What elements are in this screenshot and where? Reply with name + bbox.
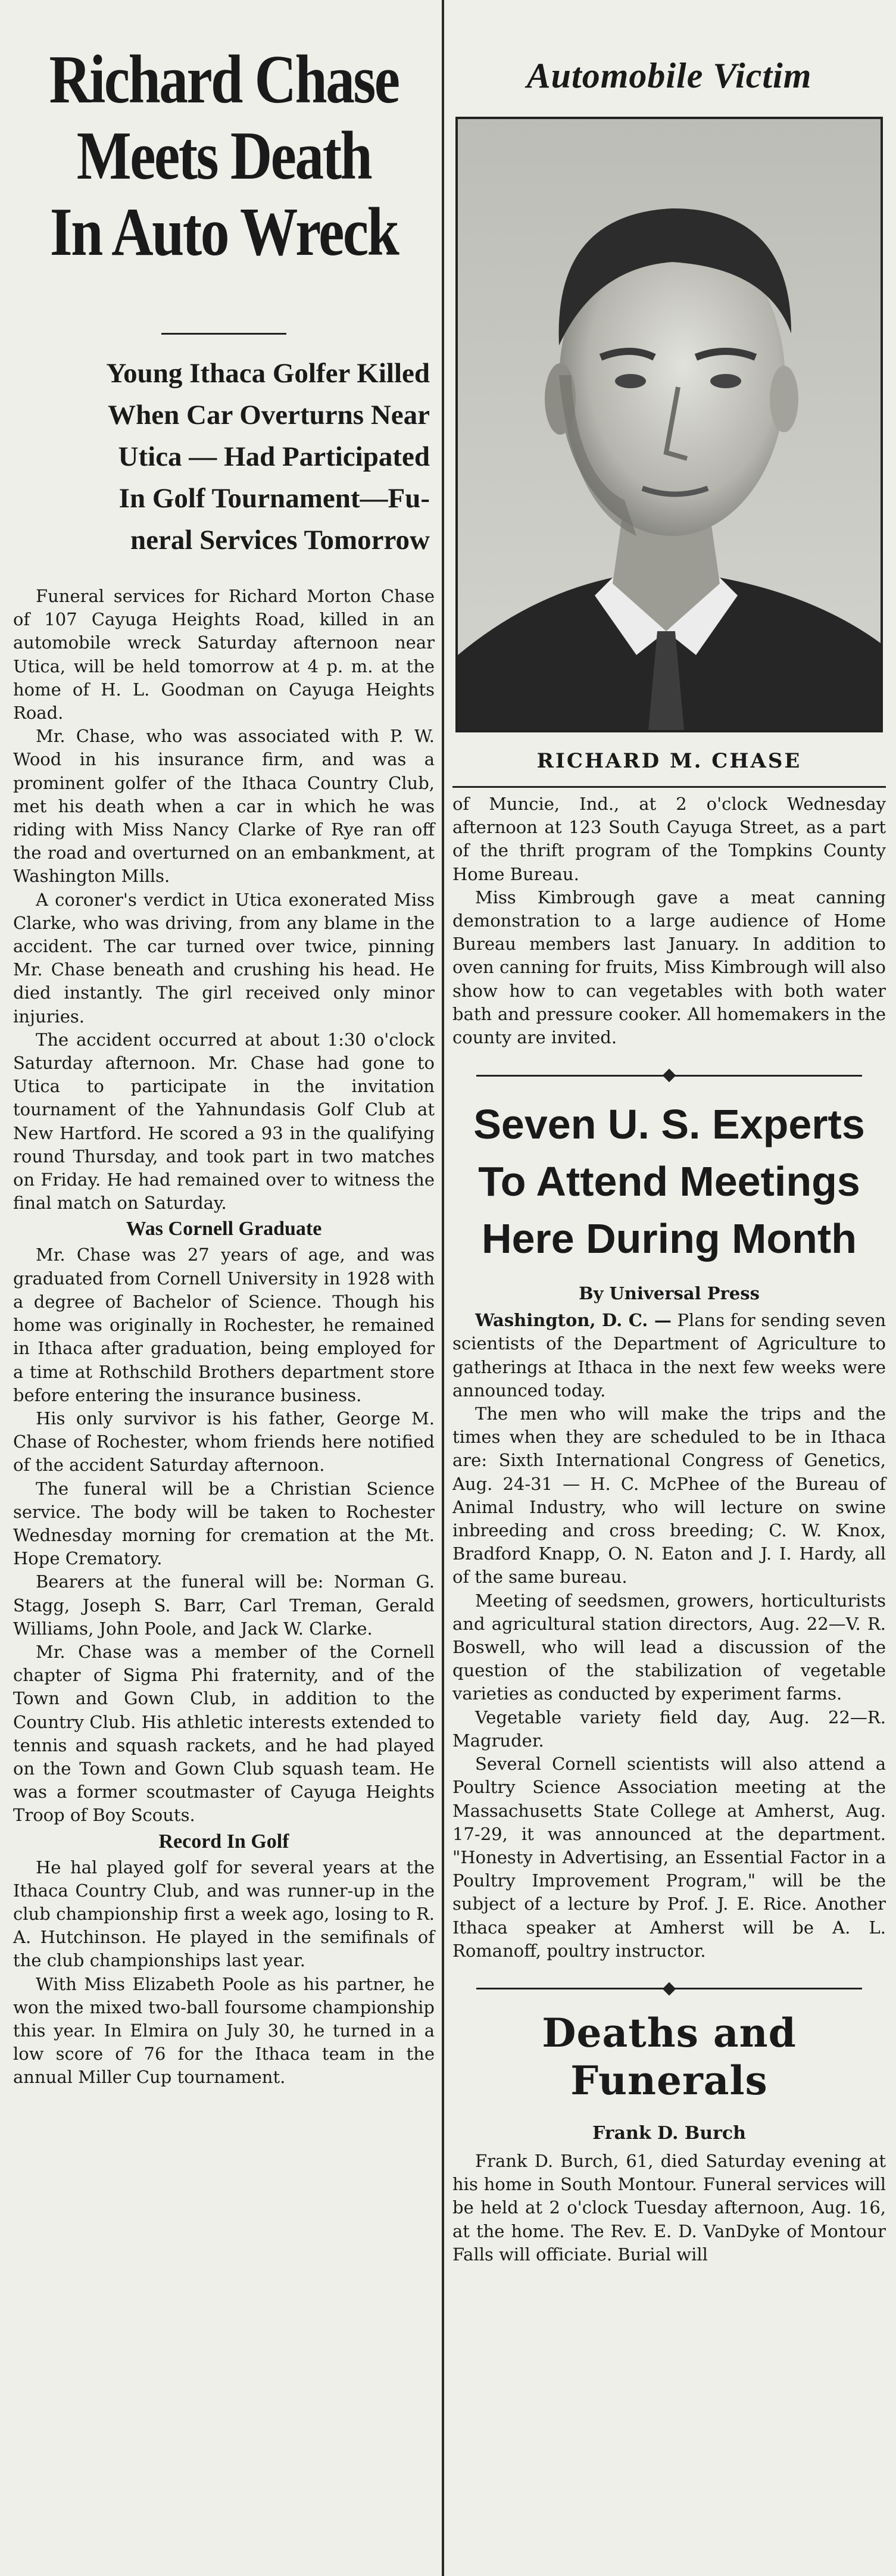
- headline-line: In Auto Wreck: [49, 194, 398, 270]
- paragraph: Mr. Chase, who was associated with P. W. Wood in his insurance firm, and was a prominent golfer of the Ithaca Country Club, met his death when a car in which he was riding with Miss Nancy Clarke of Rye ran off the road and overturned on an embankment, at Washington Mills.: [13, 726, 435, 887]
- paragraph: Bearers at the funeral will be: Norman G. Stagg, Joseph S. Barr, Carl Treman, Gerald Williams, John Poole, and Jack W. Clarke.: [13, 1571, 435, 1639]
- right-column: [452, 0, 886, 2266]
- portrait-illustration: [458, 119, 881, 730]
- subhead-cornell: Was Cornell Graduate: [126, 1218, 322, 1240]
- deck-line: When Car Overturns Near: [108, 400, 430, 431]
- paragraph: The men who will make the trips and the times when they are scheduled to be in Ithaca are: Sixth International Congress of Genetics, Aug. 24-31 — H. C. McPhee of the Bureau of Animal Industry, who will lecture on swine inbreeding and cross breeding; C. W. Knox, Bradford Knapp, O. N. Eaton and J. I. Hardy, all of the same bureau.: [452, 1404, 886, 1588]
- paragraph: Mr. Chase was 27 years of age, and was graduated from Cornell University in 1928 with a degree of Bachelor of Science. Though his home was originally in Rochester, he remained in Ithaca after graduation, being employed for a time at Rothschild Brothers department store before entering the insurance business.: [13, 1245, 435, 1405]
- left-column: [13, 0, 435, 2090]
- paragraph: With Miss Elizabeth Poole as his partner, he won the mixed two-ball foursome championship this year. In Elmira on July 30, he turned in a low score of 76 for the Ithaca team in the annual Miller Cup tournament.: [13, 1973, 435, 2088]
- headline-line: Here During Month: [482, 1215, 857, 1262]
- paragraph: His only survivor is his father, George M. Chase of Rochester, whom friends here notified of the accident Saturday afternoon.: [13, 1408, 435, 1476]
- photo-caption: RICHARD M. CHASE: [536, 749, 802, 773]
- headline-line: Seven U. S. Experts: [473, 1101, 865, 1148]
- subhead-golf: Record In Golf: [158, 1830, 289, 1853]
- main-headline: [47, 42, 401, 270]
- paragraph: A coroner's verdict in Utica exonerated Miss Clarke, who was driving, from any blame in the accident. The car turned over twice, pinning Mr. Chase beneath and crushing his head. He died instantly. The girl received only minor injuries.: [13, 889, 435, 1027]
- experts-article-body: [452, 1309, 886, 1963]
- obituary-body: [452, 2150, 886, 2266]
- deck-line: Young Ithaca Golfer Killed: [106, 358, 430, 389]
- paragraph-text: Plans for sending seven scientists of the Department of Agriculture to gatherings at Ithaca in the next few weeks were announced today.: [452, 1310, 886, 1401]
- deck-line: In Golf Tournament—Fu-: [118, 483, 430, 514]
- paragraph: Frank D. Burch, 61, died Saturday evening at his home in South Montour. Funeral services will be held at 2 o'clock Tuesday afternoon, Aug. 16, at the home. The Rev. E. D. VanDyke of Montour Falls will officiate. Burial will: [452, 2150, 886, 2265]
- column-rule: [442, 0, 444, 2576]
- paragraph: Meeting of seedsmen, growers, horticulturists and agricultural station directors, Aug. 22—V. R. Boswell, who will lead a discussion of the question of the stabilization of vegetable varieties as conducted by experiment farms.: [452, 1590, 886, 1704]
- paragraph: Funeral services for Richard Morton Chase of 107 Cayuga Heights Road, killed in an automobile wreck Saturday afternoon near Utica, will be held tomorrow at 4 p. m. at the home of H. L. Goodman on Cayuga Heights Road.: [13, 586, 435, 723]
- deck-line: neral Services Tomorrow: [130, 525, 430, 556]
- article-body: [13, 585, 435, 2090]
- paragraph: The accident occurred at about 1:30 o'clock Saturday afternoon. Mr. Chase had gone to Utica to participate in the invitation tournament of the Yahnundasis Golf Club at New Hartford. He scored a 93 in the qualifying round Thursday, and took part in two matches on Friday. He had remained over to witness the final match on Saturday.: [13, 1029, 435, 1214]
- paragraph: He hal played golf for several years at the Ithaca Country Club, and was runner-up in the club championship first a week ago, losing to R. A. Hutchinson. He played in the semifinals of the club championships last year.: [13, 1857, 435, 1971]
- paragraph: The funeral will be a Christian Science service. The body will be taken to Rochester Wednesday morning for cremation at the Mt. Hope Crematory.: [13, 1478, 435, 1569]
- paragraph: Vegetable variety field day, Aug. 22—R. Magruder.: [452, 1707, 886, 1751]
- headline-line: Meets Death: [76, 118, 371, 194]
- paragraph: of Muncie, Ind., at 2 o'clock Wednesday afternoon at 123 South Cayuga Street, as a part of the thrift program of the Tompkins County Home Bureau.: [452, 794, 886, 884]
- sub-headline-deck: [13, 353, 435, 561]
- paragraph: [452, 1309, 886, 1402]
- dateline: Washington, D. C. —: [475, 1310, 672, 1331]
- headline-line: To Attend Meetings: [478, 1158, 860, 1205]
- headline-rule: [161, 333, 286, 335]
- experts-headline: [452, 1096, 886, 1267]
- diamond-ornament: [663, 1069, 676, 1083]
- byline: By Universal Press: [579, 1283, 760, 1304]
- paragraph: Several Cornell scientists will also attend a Poultry Science Association meeting at the Massachusetts State College at Amherst, Aug. 17-29, it was announced at the department. "Honesty in Advertising, an Essential Factor in a Poultry Improvement Program," will be the subject of a lecture by Prof. J. E. Rice. Another Ithaca speaker at Amherst will be A. L. Romanoff, poultry instructor.: [452, 1754, 886, 1961]
- obituary-name: Frank D. Burch: [592, 2122, 746, 2144]
- paragraph: Miss Kimbrough gave a meat canning demonstration to a large audience of Home Bureau members last January. In addition to oven canning for fruits, Miss Kimbrough will also show how to can vegetables with both water bath and pressure cooker. All homemakers in the county are invited.: [452, 887, 886, 1048]
- deaths-section-title: Deaths and Funerals: [542, 2009, 797, 2104]
- diamond-ornament: [663, 1982, 676, 1996]
- section-divider: [476, 1071, 862, 1080]
- headline-line: Richard Chase: [49, 42, 399, 118]
- section-divider: [476, 1984, 862, 1994]
- caption-rule: [452, 786, 886, 788]
- photo-kicker: Automobile Victim: [526, 56, 812, 95]
- deck-line: Utica — Had Participated: [118, 441, 430, 472]
- portrait-photo: [455, 117, 883, 732]
- paragraph: Mr. Chase was a member of the Cornell chapter of Sigma Phi fraternity, and of the Town and Gown Club, in addition to the Country Club. His athletic interests extended to tennis and squash rackets, and he had played on the Town and Gown Club squash team. He was a former scoutmaster of Cayuga Heights Troop of Boy Scouts.: [13, 1641, 435, 1826]
- bureau-article-body: [452, 793, 886, 1049]
